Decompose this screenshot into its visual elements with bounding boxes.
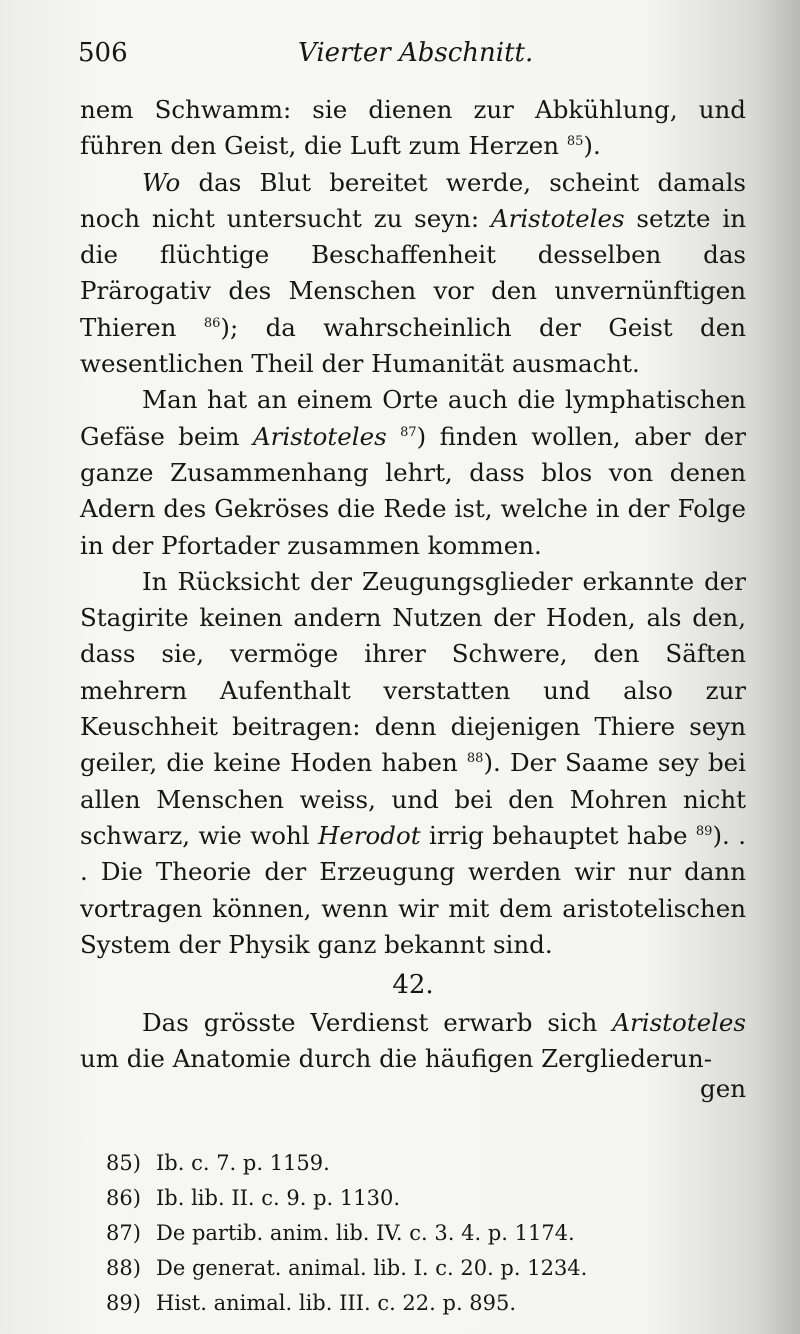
footnote-number: 86) — [106, 1186, 141, 1210]
paragraph-2-wo: Wo — [142, 167, 181, 197]
paragraph-5-text-b: um die Anatomie durch die häufigen Zergliederun- — [80, 1044, 712, 1074]
paragraph-4-text-c: irrig behauptet habe — [420, 820, 688, 850]
section-number: 42. — [392, 970, 434, 1001]
paragraph-2-text-c: ); da wahrscheinlich der Geist den wesentlichen Theil der Humanität ausmacht. — [80, 312, 746, 379]
paragraph-5-text-a: Das grösste Verdienst erwarb sich — [142, 1008, 613, 1038]
paragraph-3-text-a: Man hat an einem Orte auch die lymphatischen Gefäse beim — [80, 385, 746, 451]
footnote-text: Ib. lib. II. c. 9. p. 1130. — [156, 1186, 400, 1210]
footnote-text: Hist. animal. lib. III. c. 22. p. 895. — [156, 1291, 517, 1315]
footnote-number: 87) — [106, 1221, 141, 1245]
paragraph-3-text-b: ) finden wollen, aber der ganze Zusammenhang lehrt, dass blos von denen Adern des Gekröses die Rede ist, welche in der Folge in der Pfortader zusammen kommen. — [80, 421, 746, 560]
footnote-text: Ib. c. 7. p. 1159. — [156, 1151, 330, 1175]
body-text — [80, 92, 746, 1104]
footnote-number: 85) — [106, 1151, 141, 1175]
footnote-text: De generat. animal. lib. I. c. 20. p. 1234. — [156, 1256, 588, 1280]
paragraph-4-text-a: In Rücksicht der Zeugungsglieder erkannte der Stagirite keinen andern Nutzen der Hoden, als den, dass sie, vermöge ihrer Schwere, den Säften mehrern Aufenthalt verstatten und also zur Keuschheit beitragen: denn diejenigen Thiere seyn geiler, die keine Hoden haben — [80, 566, 746, 778]
page-number: 506 — [78, 38, 128, 68]
footnote-88 — [106, 1251, 726, 1286]
paragraph-1-text: nem Schwamm: sie dienen zur Abkühlung, und führen den Geist, die Luft zum Herzen — [80, 95, 746, 161]
footnote-ref-86: 86 — [203, 315, 221, 331]
footnote-ref-88: 88 — [466, 751, 484, 767]
page-header — [78, 36, 758, 80]
footnotes — [106, 1146, 726, 1321]
paragraph-1-end: ). — [583, 131, 601, 161]
paragraph-2-text-a: das Blut bereitet werde, scheint damals noch nicht untersucht zu seyn: — [80, 167, 746, 233]
footnote-85 — [106, 1146, 726, 1181]
footnote-87 — [106, 1216, 726, 1251]
paragraph-2-aristoteles: Aristoteles — [490, 203, 625, 233]
footnote-89 — [106, 1286, 726, 1321]
paragraph-4-herodot: Herodot — [317, 820, 421, 850]
paragraph-3-aristoteles: Aristoteles — [252, 421, 387, 451]
paragraph-4-text-b: ). Der Saame sey bei allen Menschen weiss, und bei den Mohren nicht schwarz, wie wohl — [80, 748, 746, 850]
paragraph-3 — [80, 382, 746, 563]
paragraph-5-aristoteles: Aristoteles — [612, 1008, 746, 1038]
paragraph-4-text-d: ). . . Die Theorie der Erzeugung werden wir nur dann vortragen können, wenn wir mit dem aristotelischen System der Physik ganz bekannt sind. — [80, 820, 746, 959]
paragraph-2-text-b: setzte in die flüchtige Beschaffenheit desselben das Prärogativ des Menschen vor den unvernünftigen Thieren — [80, 203, 746, 342]
paragraph-2 — [80, 165, 746, 383]
footnote-text: De partib. anim. lib. IV. c. 3. 4. p. 1174. — [156, 1221, 575, 1245]
footnote-number: 89) — [106, 1291, 141, 1315]
footnote-ref-87: 87 — [400, 424, 417, 440]
footnote-ref-89: 89 — [695, 823, 713, 839]
catchword: gen — [700, 1073, 746, 1103]
footnote-86 — [106, 1181, 726, 1216]
paragraph-1 — [80, 92, 746, 165]
footnote-number: 88) — [106, 1256, 141, 1280]
paragraph-5 — [80, 1005, 746, 1078]
paragraph-4 — [80, 564, 746, 963]
footnote-ref-85: 85 — [566, 134, 584, 150]
running-head: Vierter Abschnitt. — [298, 38, 534, 68]
